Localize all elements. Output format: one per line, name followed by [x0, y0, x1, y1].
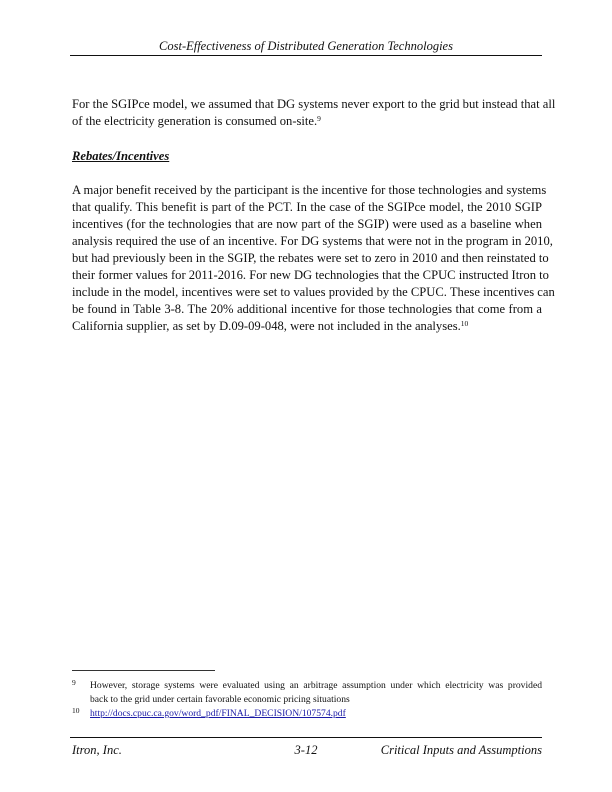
section-heading: Rebates/Incentives: [72, 149, 170, 163]
footnote-separator: [72, 670, 215, 671]
text-line: of the electricity generation is consumed on-site.$^9$: [72, 114, 321, 128]
footnote-link[interactable]: http://docs.cpuc.ca.gov/word_pdf/FINAL_DECISION/107574.pdf: [90, 708, 346, 719]
text-line: but had previously been in the SGIP, the rebates were set to zero in 2010 and then reinstated to: [72, 251, 549, 265]
header-rule: [70, 55, 542, 56]
text-line: be found in Table 3-8. The 20% additional incentive for those technologies that come from a: [72, 302, 542, 316]
footnote-9: [72, 679, 542, 707]
text-line: that qualify. This benefit is part of the PCT. In the case of the SGIPce model, the 2010 SGIP: [72, 200, 542, 214]
footnote-text: However, storage systems were evaluated using an arbitrage assumption under which electricity was provided: [90, 680, 542, 691]
text-line: incentives (for the technologies that are now part of the SGIP) were used as a baseline when: [72, 217, 542, 231]
page-number: 3-12: [294, 743, 318, 757]
footer-section: Critical Inputs and Assumptions: [380, 743, 542, 757]
footnote-text: back to the grid under certain favorable economic pricing situations: [90, 694, 350, 705]
footnote-number: 9: [72, 678, 76, 687]
footer-company: Itron, Inc.: [72, 743, 122, 757]
text-line: A major benefit received by the participant is the incentive for those technologies and systems: [72, 183, 547, 197]
text-line: California supplier, as set by D.09-09-048, were not included in the analyses.$^{10}$: [72, 319, 469, 333]
footnote-ref[interactable]: 10: [460, 319, 469, 328]
text-line: include in the model, incentives were set to values provided by the CPUC. These incentives can: [72, 285, 555, 299]
footnote-number: 10: [72, 706, 80, 715]
text-line: For the SGIPce model, we assumed that DG systems never export to the grid but instead that all: [72, 97, 556, 111]
running-header: Cost-Effectiveness of Distributed Generation Technologies: [159, 39, 453, 53]
text-line: analysis required the use of an incentive. For DG systems that were not in the program in 2010,: [72, 234, 553, 248]
text-line: their former values for 2011-2016. For new DG technologies that the CPUC instructed Itron to: [72, 268, 549, 282]
footnote-ref[interactable]: 9: [317, 114, 321, 123]
footer-rule: [70, 737, 542, 738]
footnote-10: [72, 707, 542, 721]
